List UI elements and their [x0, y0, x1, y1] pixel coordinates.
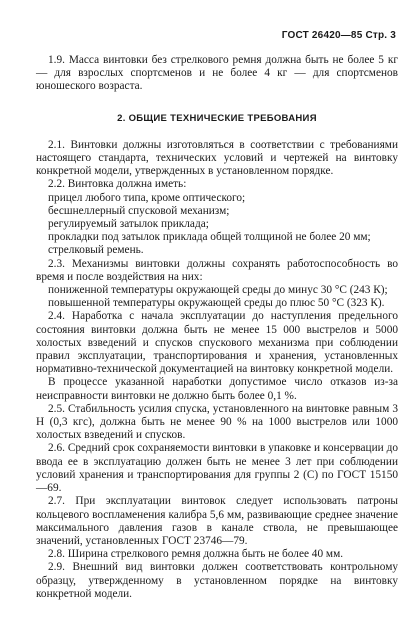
paragraph-2-3: 2.3. Механизмы винтовки должны сохранять работоспособность во время и после воздействия на них:: [36, 257, 398, 283]
paragraph-2-4: 2.4. Наработка с начала эксплуатации до наступления предельного состояния винтовки должна быть не менее 15 000 выстрелов и 5000 холостых взведений и спусков спускового механизма при соблюдении правил эксплуатации, транспортирования и хранения, установленных нормативно-технической документацией на винтовку конкретной модели.: [36, 310, 398, 376]
paragraph-2-1: 2.1. Винтовки должны изготовляться в соответствии с требованиями настоящего стандарта, технических условий и чертежей на винтовку конкретной модели, утвержденных в установленном порядке.: [36, 138, 398, 178]
paragraph-2-8: 2.8. Ширина стрелкового ремня должна быть не более 40 мм.: [48, 548, 344, 561]
paragraph-2-7: 2.7. При эксплуатации винтовок следует использовать патроны кольцевого воспламенения калибра 5,6 мм, развивающие среднее значение максимального давления газов в канале ствола, не превышающее значений, установленных ГОСТ 23746—79.: [36, 495, 398, 547]
page-number: Стр. 3: [365, 30, 396, 41]
paragraph-1-9: 1.9. Масса винтовки без стрелкового ремня должна быть не более 5 кг — для взрослых спортсменов и не более 4 кг — для спортсменов юношеского возраста.: [36, 54, 398, 93]
paragraph-2-2: 2.2. Винтовка должна иметь:: [48, 178, 187, 191]
paragraph-2-5: 2.5. Стабильность усилия спуска, установленного на винтовке равным 3 Н (0,3 кгс), должна быть не менее 90 % на 1000 выстрелов или 1000 холостых взведений и спусков.: [36, 402, 398, 442]
document-body: [36, 54, 398, 601]
list-item-buttplate: регулируемый затылок приклада;: [48, 218, 209, 231]
list-item-high-temp: повышенной температуры окружающей среды до плюс 50 °С (323 К).: [48, 297, 385, 310]
list-item-trigger: бесшнеллерный спусковой механизм;: [48, 204, 230, 217]
list-item-sight: прицел любого типа, кроме оптического;: [48, 191, 246, 204]
page-header: [282, 30, 396, 41]
section-title: 2. ОБЩИЕ ТЕХНИЧЕСКИЕ ТРЕБОВАНИЯ: [117, 112, 317, 124]
list-item-spacers: прокладки под затылок приклада общей толщиной не более 20 мм;: [48, 231, 371, 244]
list-item-sling: стрелковый ремень.: [48, 244, 144, 257]
paragraph-2-9: 2.9. Внешний вид винтовки должен соответствовать контрольному образцу, утвержденному в установленном порядке на винтовку конкретной модели.: [36, 561, 398, 600]
list-item-low-temp: пониженной температуры окружающей среды до минус 30 °С (243 К);: [48, 284, 388, 297]
standard-number: ГОСТ 26420—85: [281, 30, 363, 41]
paragraph-2-4-failures: В процессе указанной наработки допустимое число отказов из-за неисправности винтовки не должно быть более 0,1 %.: [36, 376, 398, 402]
paragraph-2-6: 2.6. Средний срок сохраняемости винтовки в упаковке и консервации до ввода ее в эксплуатацию должен быть не менее 3 лет при соблюдении условий хранения и транспортирования для группы 2 (С) по ГОСТ 15150—69.: [36, 442, 398, 495]
